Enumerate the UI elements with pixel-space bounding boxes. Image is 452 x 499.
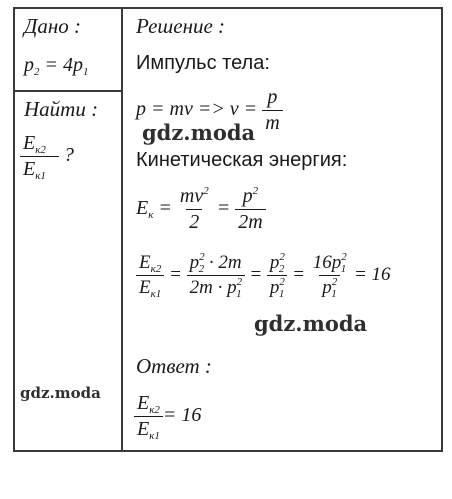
ek-fraction-2: [235, 185, 265, 234]
ratio-f2-num-sub: 2: [278, 263, 285, 275]
table-left-border: [13, 7, 15, 452]
row-divider: [13, 90, 122, 92]
ratio-f3-num-sub: 1: [340, 263, 347, 275]
answer-num-sub: к2: [149, 404, 160, 416]
ratio-f1-num-sub: 2: [198, 263, 205, 275]
answer-heading: Ответ :: [136, 354, 212, 378]
ek-frac1-sup: 2: [203, 185, 209, 197]
ratio-fraction-3: [310, 252, 350, 299]
ratio-f2-num-sup: 2: [279, 251, 285, 263]
ratio-result: = 16: [353, 263, 391, 285]
table-bottom-border: [13, 450, 443, 452]
find-heading: Найти :: [24, 97, 99, 121]
ek-fraction-1: [177, 185, 212, 234]
given-p2-sub: 2: [34, 66, 40, 78]
answer-fraction: [134, 392, 163, 441]
answer-den-sub: к1: [149, 430, 160, 442]
find-num-sub: к2: [35, 144, 46, 156]
ratio-f3-den-sup: 2: [331, 276, 338, 288]
ratio-f1-den: 2m · p: [189, 277, 237, 298]
ratio-f3-den: p: [322, 277, 332, 298]
impulse-frac-num: p: [267, 86, 278, 108]
energy-formula: $E_к$ = $\frac{mv^2}{2}$ = $\frac{p^2}{2m}$: [136, 185, 266, 234]
ratio-fraction-1: [187, 252, 245, 299]
solution-heading: Решение :: [136, 14, 226, 38]
ratio-f1-den-sub: 1: [236, 288, 242, 300]
column-divider: [121, 7, 123, 452]
answer-formula: [134, 392, 201, 441]
find-fraction: [20, 132, 49, 181]
watermark-2: gdz.moda: [254, 311, 368, 336]
ratio-f2-den-sub: 1: [278, 288, 285, 300]
ek-sub: к: [148, 209, 154, 222]
given-heading: Дано :: [24, 14, 82, 38]
ratio-f3-coef: 16: [312, 252, 332, 273]
ek-frac1-num: mv: [179, 185, 204, 207]
given-p2: p: [24, 54, 34, 76]
ratio-f3-num: p: [331, 252, 342, 273]
ratio-den-sub: к1: [150, 288, 162, 300]
ratio-f3-num-sup: 2: [341, 251, 347, 263]
answer-num-var: E: [137, 392, 150, 414]
find-den-sub: к1: [35, 170, 46, 182]
ek-var: E: [136, 197, 149, 220]
ek-frac2-den: 2m: [235, 209, 265, 234]
given-condition: [24, 54, 89, 77]
ratio-f1-num: p: [189, 252, 200, 273]
ratio-f1-num-rest: · 2m: [204, 252, 242, 273]
ratio-formula: $\frac{E_{к2}}{E_{к1}}$ = $\frac{p^2_2 \cdot 2m}{2m \cdot p^2_1}$ = $\frac{p^2_2}{p^2_1}$ = $\frac{16p^2_1}{p^2_1}$ = 16: [136, 252, 391, 299]
find-question: – ?: [48, 144, 74, 167]
ratio-num-sub: к2: [150, 263, 162, 275]
ratio-lhs-fraction: $\frac{E_{к2}}{E_{к1}}$: [136, 252, 164, 299]
energy-label: Кинетическая энергия:: [136, 149, 348, 171]
ratio-fraction-2: [267, 252, 288, 299]
answer-result: = 16: [162, 404, 202, 427]
watermark-3: gdz.moda: [20, 384, 101, 402]
ratio-f1-den-sup: 2: [236, 276, 243, 288]
ratio-f1-num-sup: 2: [199, 251, 205, 263]
ek-frac2-num: p: [242, 185, 253, 207]
impulse-formula-text: p = mv => v =: [136, 98, 258, 121]
find-num-var: E: [23, 132, 36, 154]
watermark-1: gdz.moda: [142, 120, 256, 145]
impulse-frac-den: m: [262, 110, 282, 135]
ek-frac2-sup: 2: [252, 185, 259, 197]
impulse-label: Импульс тела:: [136, 52, 270, 74]
given-p1-sub: 1: [83, 66, 89, 78]
find-den-var: E: [23, 158, 36, 180]
given-eq: = 4: [39, 54, 73, 76]
ratio-f2-den-sup: 2: [279, 276, 285, 288]
find-expression: [20, 132, 74, 181]
ratio-f2-den: p: [269, 277, 280, 298]
ratio-f2-num: p: [269, 252, 280, 273]
impulse-fraction: [262, 86, 282, 135]
given-p1: p: [73, 54, 83, 76]
answer-den-var: E: [137, 418, 150, 440]
table-top-border: [13, 7, 443, 9]
ek-frac1-den: 2: [186, 209, 202, 234]
ratio-f3-den-sub: 1: [331, 288, 337, 300]
table-right-border: [441, 7, 443, 452]
